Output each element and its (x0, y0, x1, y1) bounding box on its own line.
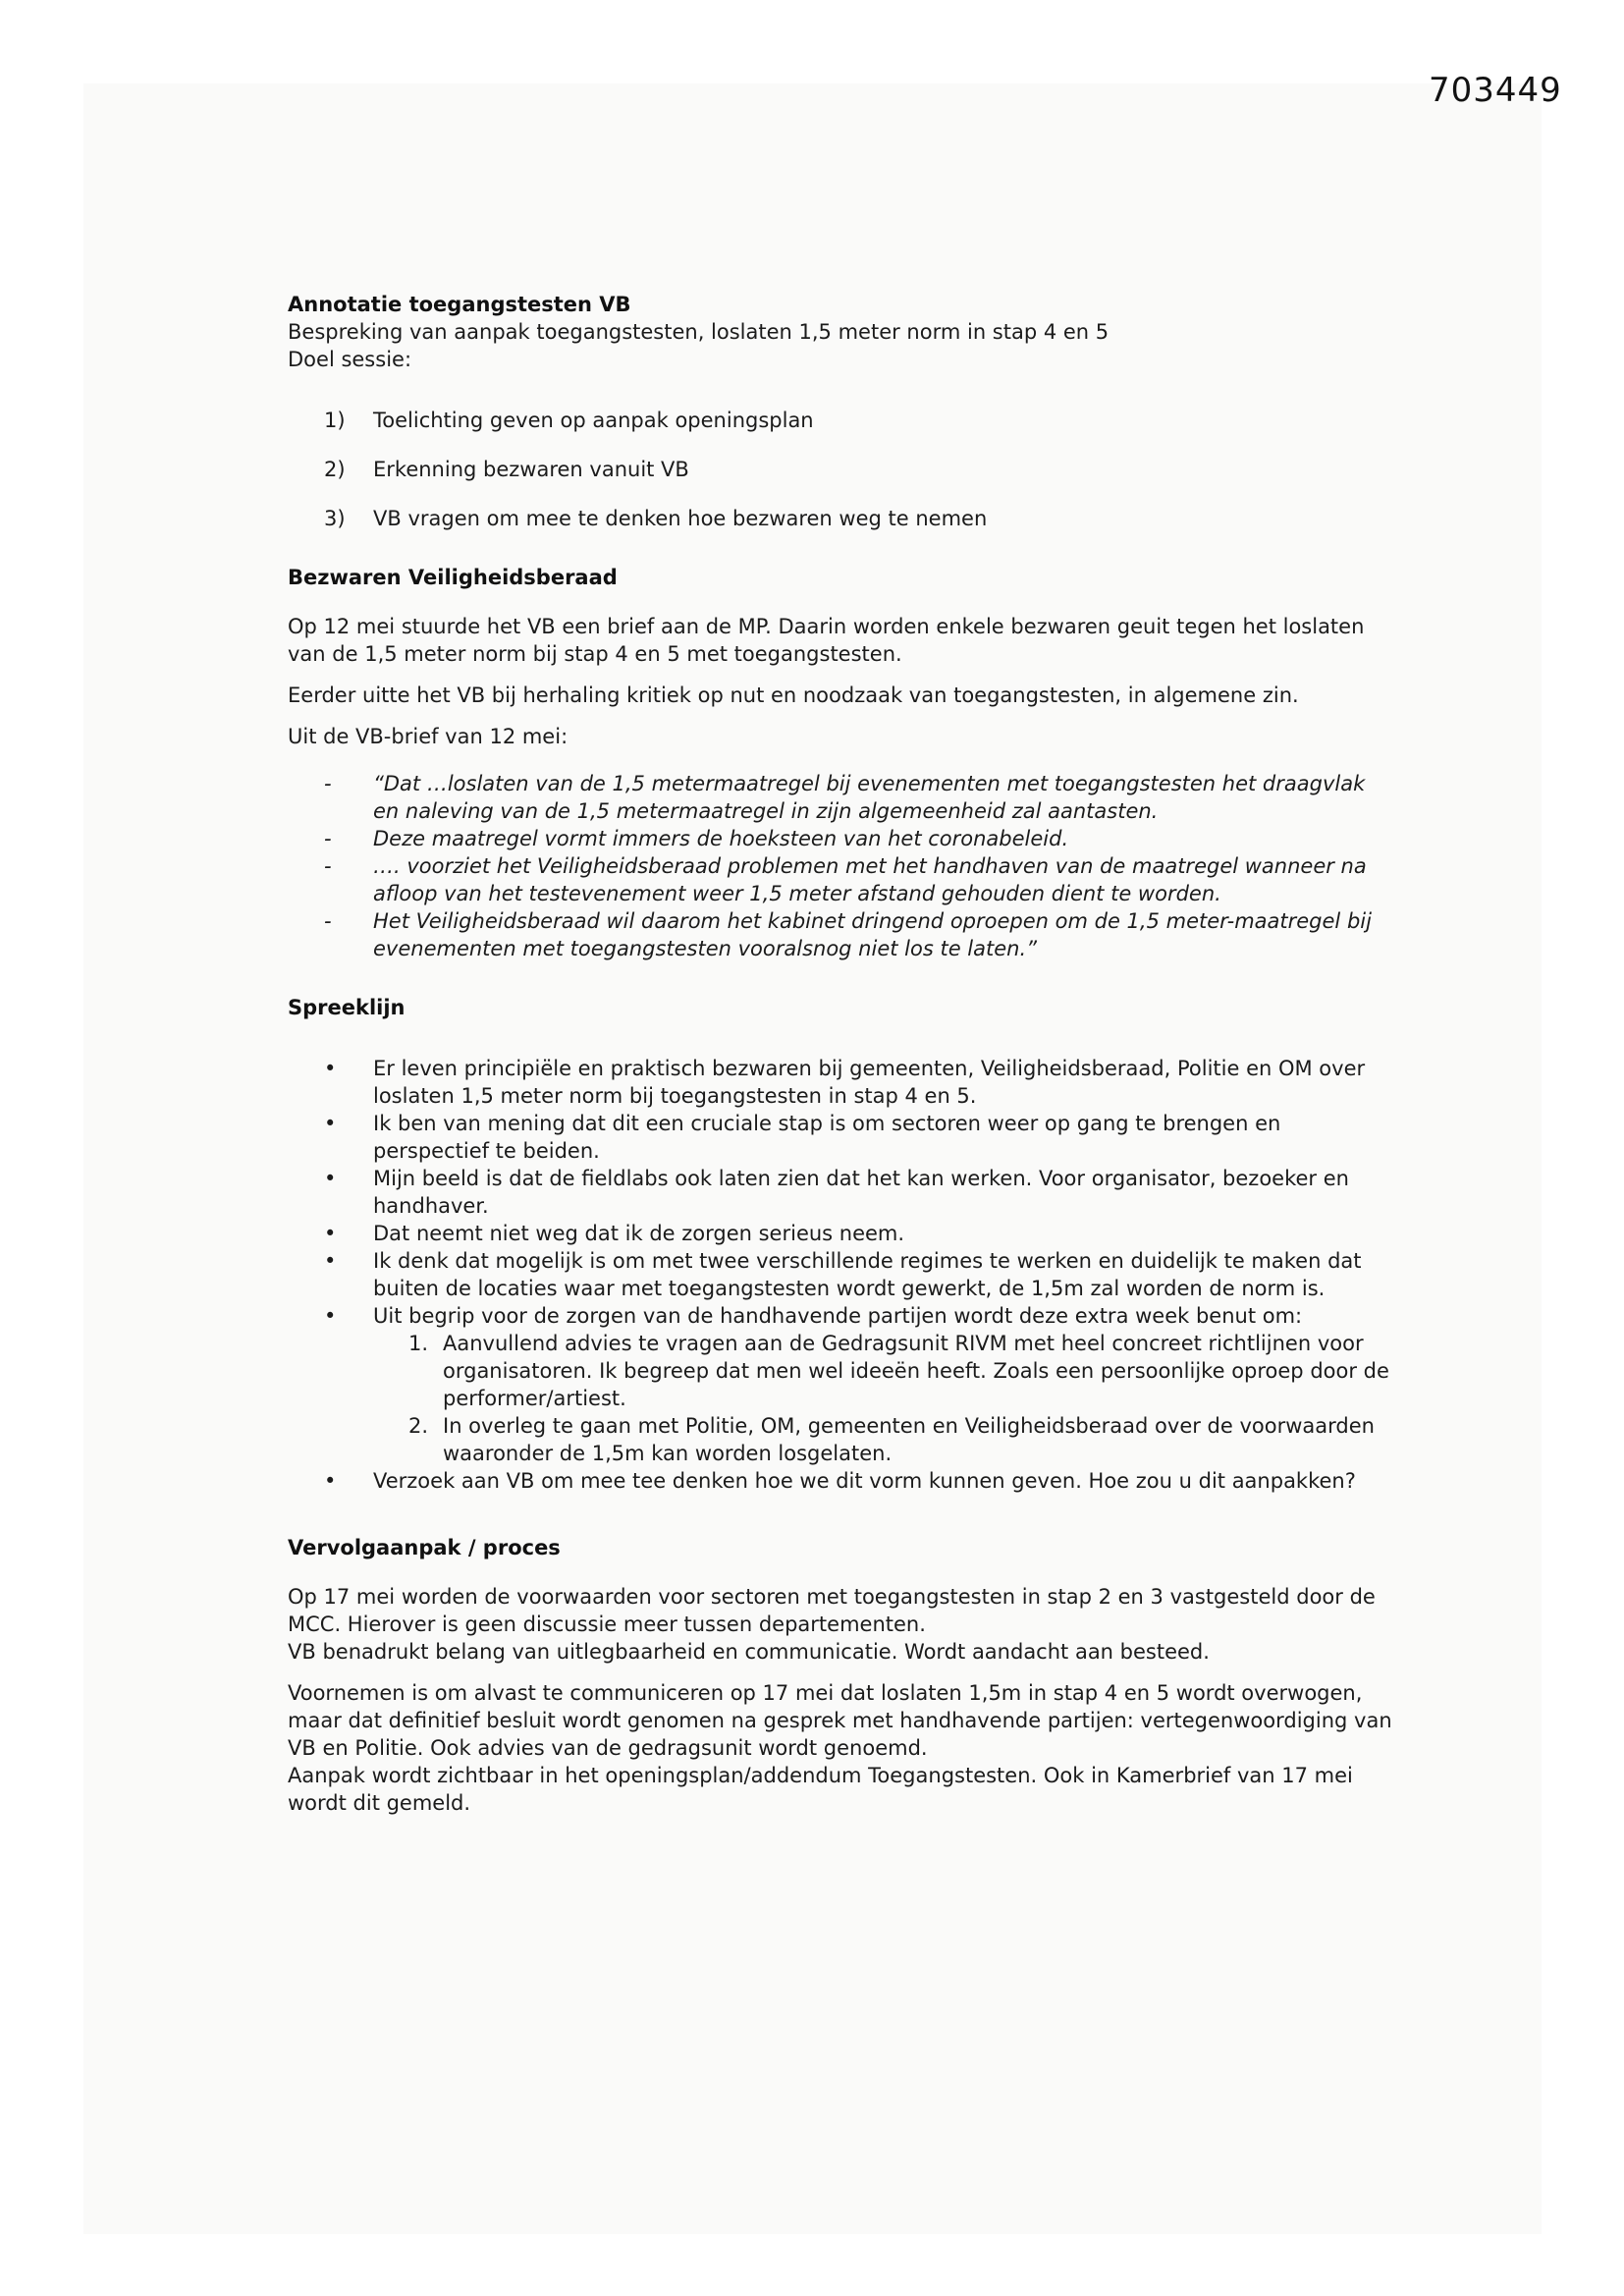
list-marker: - (324, 772, 332, 795)
section-heading-vervolgaanpak: Vervolgaanpak / proces (288, 1536, 561, 1559)
paragraph-line: Op 17 mei worden de voorwaarden voor sectoren met toegangstesten in stap 2 en 3 vastgesteld door de MCC. Hierover is geen discussie meer tussen departementen. (288, 1585, 1376, 1636)
vb-letter-quote-list (288, 770, 1394, 962)
bullet-marker: • (324, 1057, 337, 1080)
list-text: Mijn beeld is dat de fieldlabs ook laten zien dat het kan werken. Voor organisator, bezoeker en handhaver. (373, 1167, 1349, 1218)
paragraph: Eerder uitte het VB bij herhaling kritiek op nut en noodzaak van toegangstesten, in algemene zin. (288, 683, 1299, 707)
list-text: Het Veiligheidsberaad wil daarom het kabinet dringend oproepen om de 1,5 meter-maatregel bij evenementen met toegangstesten vooralsnog niet los te laten.” (373, 909, 1372, 960)
doc-title: Annotatie toegangstesten VB (288, 293, 631, 316)
list-text: …. voorziet het Veiligheidsberaad problemen met het handhaven van de maatregel wanneer na afloop van het testevenement weer 1,5 meter afstand gehouden dient te worden. (373, 854, 1367, 905)
list-item (288, 1302, 1394, 1330)
list-text: Toelichting geven op aanpak openingsplan (373, 409, 814, 432)
nested-list-item (288, 1330, 1394, 1412)
paragraph (288, 1679, 1394, 1817)
paragraph: Op 12 mei stuurde het VB een brief aan de MP. Daarin worden enkele bezwaren geuit tegen het loslaten van de 1,5 meter norm bij stap 4 en 5 met toegangstesten. (288, 615, 1365, 666)
bullet-marker: • (324, 1469, 337, 1493)
list-marker: 1) (324, 409, 346, 432)
section-heading-spreeklijn: Spreeklijn (288, 996, 406, 1019)
list-text: VB vragen om mee te denken hoe bezwaren weg te nemen (373, 507, 988, 530)
section-heading-bezwaren: Bezwaren Veiligheidsberaad (288, 566, 618, 589)
paragraph-line: VB benadrukt belang van uitlegbaarheid en communicatie. Wordt aandacht aan besteed. (288, 1640, 1210, 1664)
list-marker: 2) (324, 458, 346, 481)
list-item (288, 852, 1394, 907)
doc-subtitle: Bespreking van aanpak toegangstesten, loslaten 1,5 meter norm in stap 4 en 5 (288, 320, 1110, 344)
list-marker: 3) (324, 507, 346, 530)
list-item (288, 907, 1394, 962)
list-item (288, 1055, 1394, 1110)
list-text: Deze maatregel vormt immers de hoeksteen van het coronabeleid. (373, 827, 1069, 850)
list-item (288, 1220, 1394, 1247)
list-marker: - (324, 909, 332, 933)
list-item (288, 1165, 1394, 1220)
nested-list-item (288, 1412, 1394, 1467)
list-text: “Dat …loslaten van de 1,5 metermaatregel bij evenementen met toegangstesten het draagvlak en naleving van de 1,5 metermaatregel in zijn algemeenheid zal aantasten. (373, 772, 1366, 823)
list-text: Er leven principiële en praktisch bezwaren bij gemeenten, Veiligheidsberaad, Politie en OM over loslaten 1,5 meter norm bij toegangstesten in stap 4 en 5. (373, 1057, 1366, 1108)
document-number: 703449 (1429, 71, 1562, 110)
list-item (288, 505, 1394, 532)
list-marker: - (324, 827, 332, 850)
list-text: Verzoek aan VB om mee tee denken hoe we dit vorm kunnen geven. Hoe zou u dit aanpakken? (373, 1469, 1356, 1493)
list-text: Ik denk dat mogelijk is om met twee verschillende regimes te werken en duidelijk te maken dat buiten de locaties waar met toegangstesten wordt gewerkt, de 1,5m zal worden de norm is. (373, 1249, 1362, 1300)
list-item (288, 456, 1394, 483)
list-marker: - (324, 854, 332, 878)
list-item (288, 770, 1394, 825)
bullet-marker: • (324, 1249, 337, 1273)
list-item (288, 1247, 1394, 1302)
list-text: Erkenning bezwaren vanuit VB (373, 458, 689, 481)
list-text: Ik ben van mening dat dit een cruciale stap is om sectoren weer op gang te brengen en perspectief te beiden. (373, 1112, 1281, 1163)
list-text: In overleg te gaan met Politie, OM, gemeenten en Veiligheidsberaad over de voorwaarden waaronder de 1,5m kan worden losgelaten. (443, 1414, 1375, 1465)
paragraph (288, 1583, 1394, 1666)
session-goals-list (288, 407, 1394, 532)
list-item (288, 1110, 1394, 1165)
list-text: Uit begrip voor de zorgen van de handhavende partijen wordt deze extra week benut om: (373, 1304, 1303, 1328)
list-text: Dat neemt niet weg dat ik de zorgen serieus neem. (373, 1222, 905, 1245)
document-content (288, 291, 1394, 1817)
bullet-marker: • (324, 1222, 337, 1245)
list-item (288, 1467, 1394, 1495)
list-marker: 2. (408, 1414, 429, 1438)
bullet-marker: • (324, 1112, 337, 1135)
paragraph-line: Voornemen is om alvast te communiceren op 17 mei dat loslaten 1,5m in stap 4 en 5 wordt overwogen, maar dat definitief besluit wordt genomen na gesprek met handhavende partijen: vertegenwoordiging van VB en Politie. Ook advies van de gedragsunit wordt genoemd. (288, 1681, 1392, 1760)
paragraph: Uit de VB-brief van 12 mei: (288, 725, 568, 748)
session-goal-label: Doel sessie: (288, 348, 412, 371)
bullet-marker: • (324, 1167, 337, 1190)
list-marker: 1. (408, 1332, 429, 1355)
bullet-marker: • (324, 1304, 337, 1328)
speaking-points-list (288, 1055, 1394, 1495)
list-item (288, 407, 1394, 434)
list-text: Aanvullend advies te vragen aan de Gedragsunit RIVM met heel concreet richtlijnen voor organisatoren. Ik begreep dat men wel ideeën heeft. Zoals een persoonlijke oproep door de performer/artiest. (443, 1332, 1389, 1410)
list-item (288, 825, 1394, 852)
paragraph-line: Aanpak wordt zichtbaar in het openingsplan/addendum Toegangstesten. Ook in Kamerbrief van 17 mei wordt dit gemeld. (288, 1764, 1353, 1815)
